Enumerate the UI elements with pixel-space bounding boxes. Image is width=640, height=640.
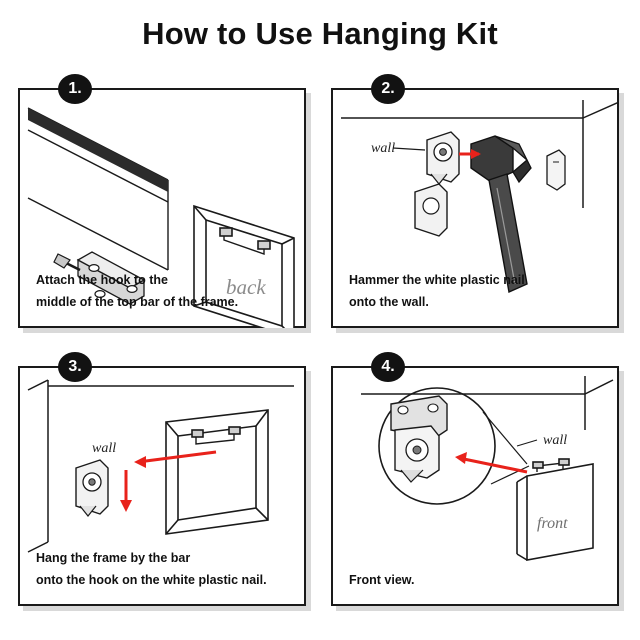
panel-4-caption: [349, 570, 601, 592]
panel-grid: [18, 80, 624, 612]
screw-icon: [54, 254, 80, 270]
plastic-nail-spare-icon: [415, 184, 447, 236]
step-number-badge: 3.: [58, 352, 92, 382]
magnifier-detail-icon: [379, 388, 495, 504]
caption-line: onto the hook on the white plastic nail.: [36, 573, 267, 588]
plastic-nail-icon: [427, 132, 459, 184]
caption-line: Front view.: [349, 573, 415, 588]
step-number-badge: 4.: [371, 352, 405, 382]
caption-line: Hammer the white plastic nail: [349, 273, 525, 288]
caption-line: Attach the hook to the: [36, 273, 168, 288]
wall-label: wall: [543, 433, 568, 448]
panel-step-1: [18, 80, 306, 328]
panel-3-caption: [36, 548, 288, 592]
picture-frame-front-icon: [517, 459, 593, 560]
page-title: How to Use Hanging Kit: [142, 16, 498, 51]
wall-label: wall: [371, 141, 396, 156]
panel-2-caption: [349, 270, 601, 314]
frame-back-label: back: [226, 275, 266, 299]
plastic-nail-small-icon: [547, 150, 565, 190]
step-number-badge: 2.: [371, 74, 405, 104]
panel-step-3: [18, 358, 306, 606]
panel-step-2: [331, 80, 619, 328]
hammer-icon: [471, 136, 531, 292]
step-number-badge: 1.: [58, 74, 92, 104]
caption-line: Hang the frame by the bar: [36, 551, 191, 566]
panel-step-4: [331, 358, 619, 606]
plastic-nail-icon: [76, 460, 108, 516]
frame-front-label: front: [537, 515, 568, 532]
caption-line: middle of the top bar of the frame.: [36, 295, 239, 310]
wall-label: wall: [92, 441, 117, 456]
picture-frame-icon: [166, 410, 268, 534]
caption-line: onto the wall.: [349, 295, 429, 310]
panel-1-caption: [36, 270, 288, 314]
